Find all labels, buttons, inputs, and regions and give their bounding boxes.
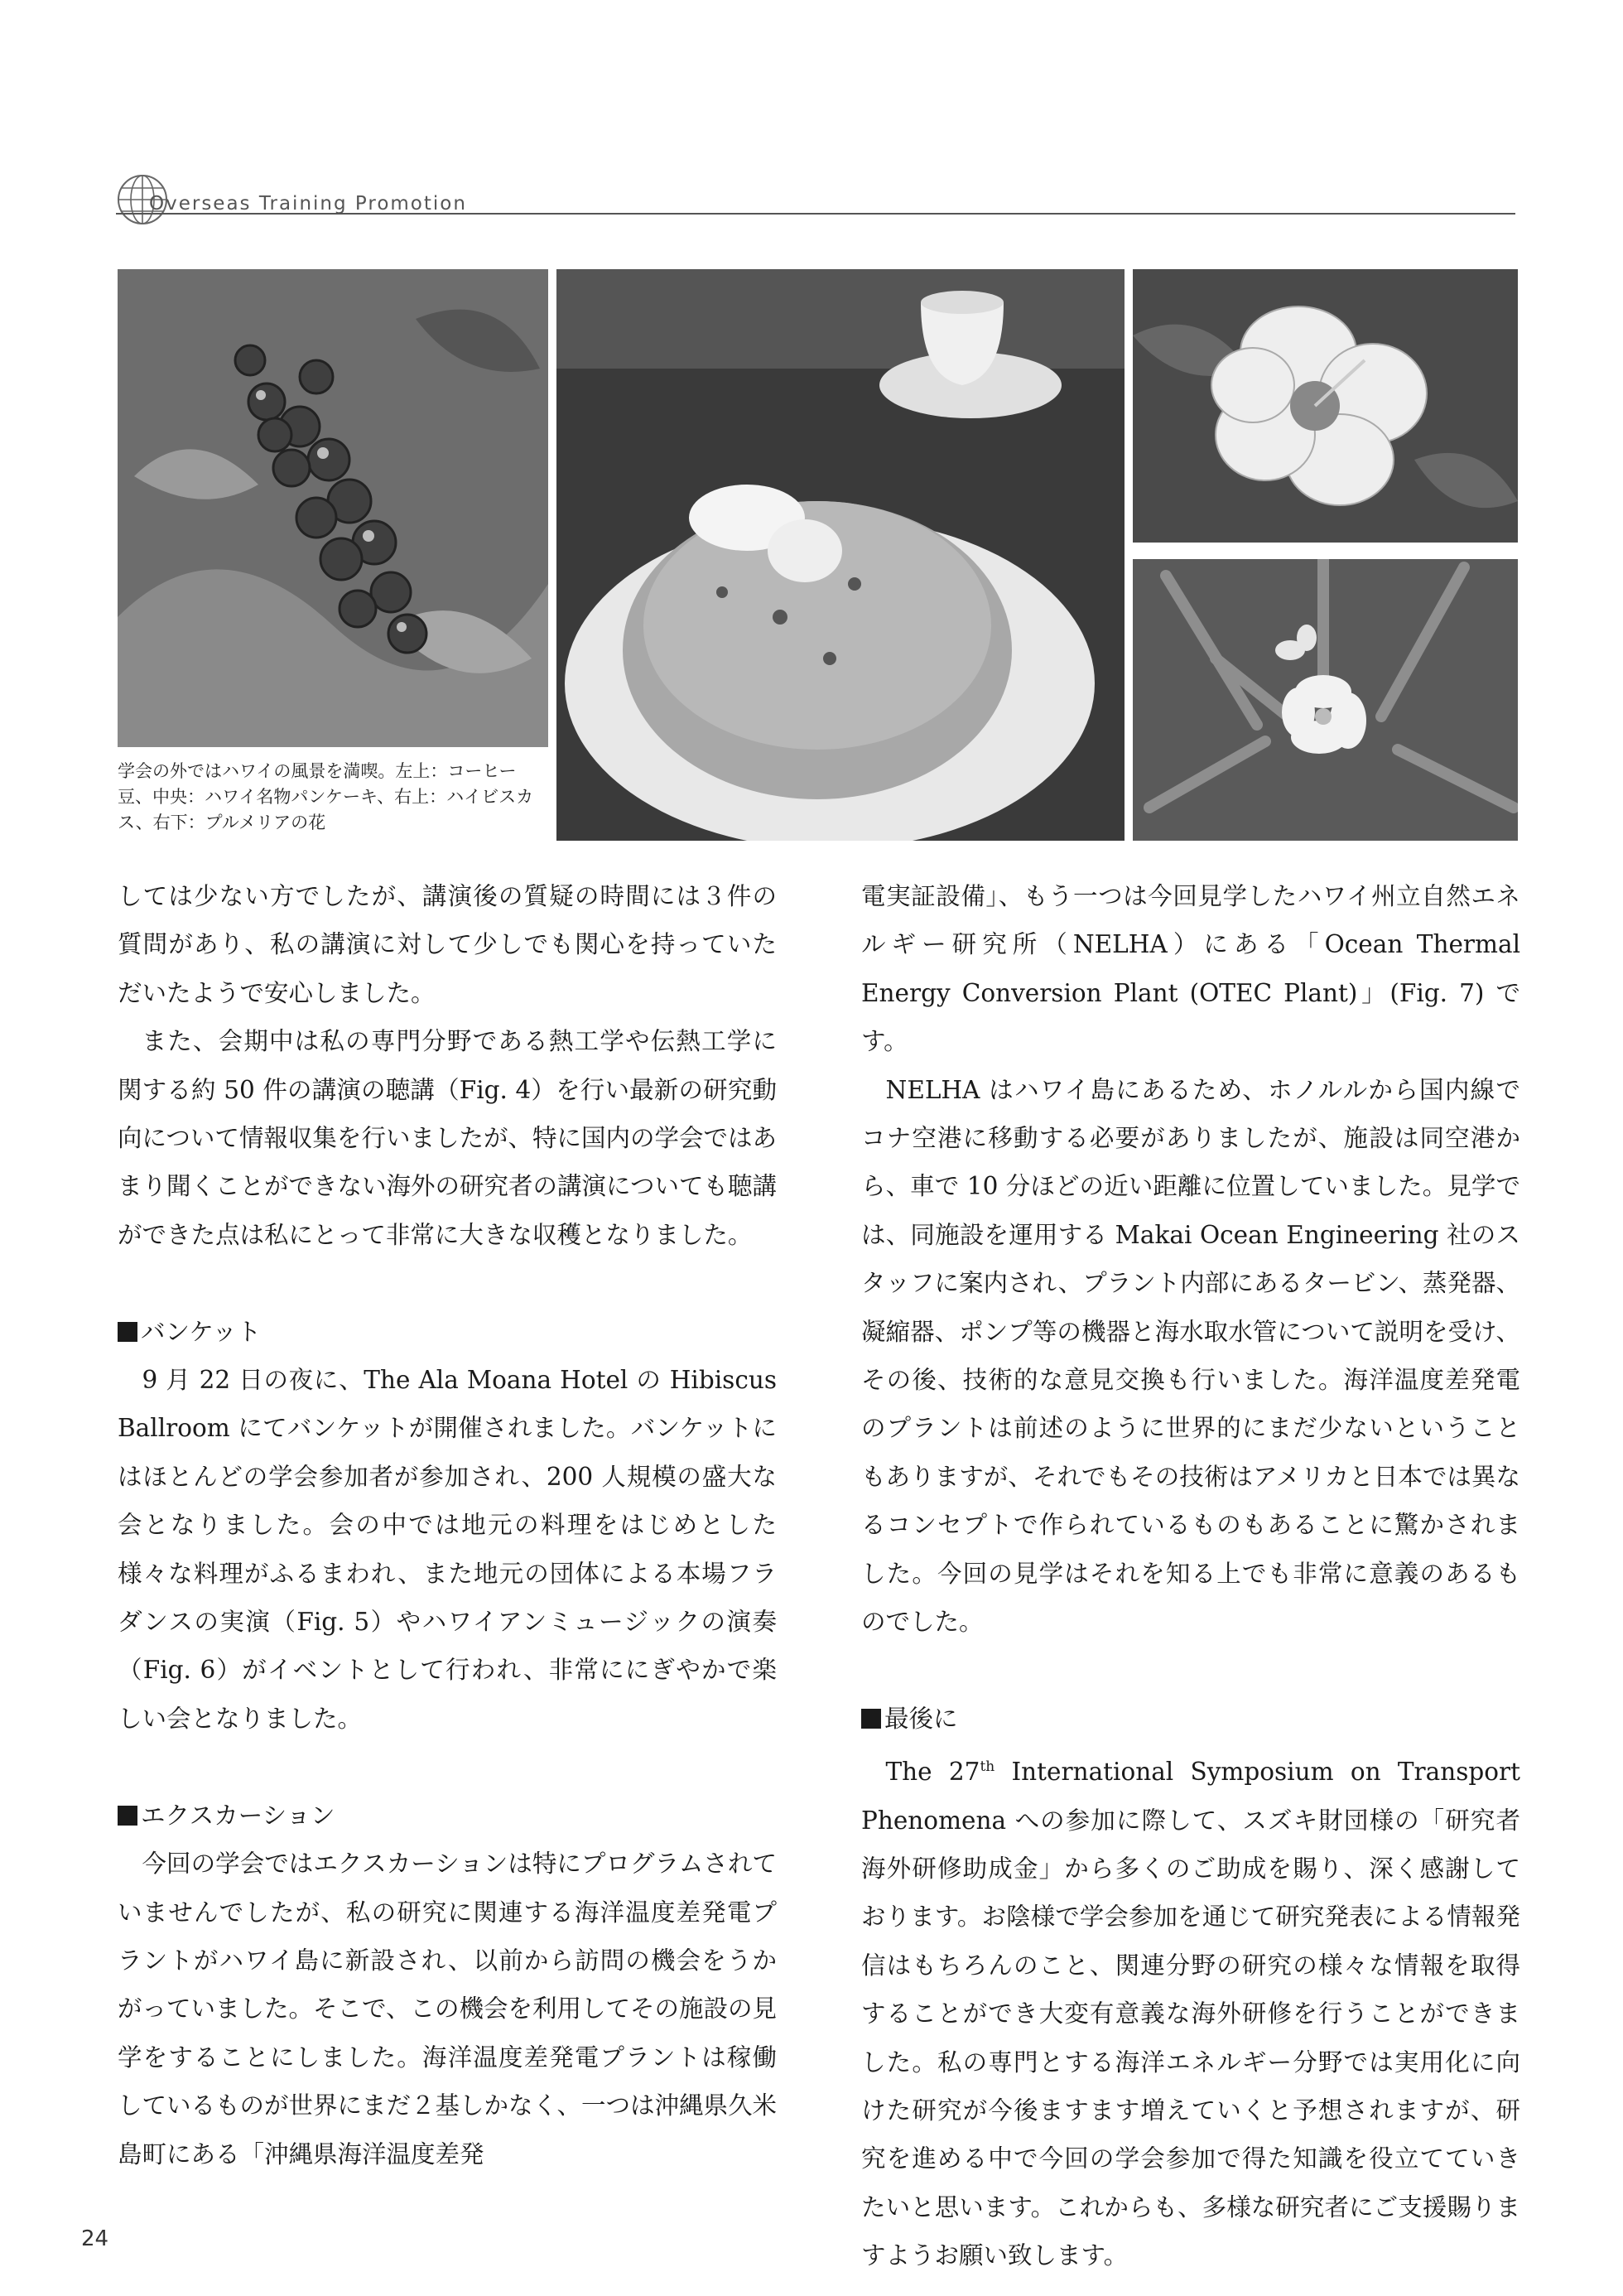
text-span: The 27	[885, 1758, 980, 1787]
photo-coffee-beans	[118, 269, 548, 747]
section-header	[116, 170, 1515, 228]
photo-hibiscus	[1133, 269, 1518, 543]
paragraph: NELHA はハワイ島にあるため、ホノルルから国内線でコナ空港に移動する必要がありましたが、施設は同空港から、車で 10 分ほどの近い距離に位置していました。見学では、同施設を運用する Makai Ocean Engineering 社のスタッフに案内され、プラント内部にあるタービン、蒸発器、凝縮器、ポンプ等の機器と海水取水管について説明を受け、その後、技術的な意見交換も行いました。海洋温度差発電のプラントは前述のように世界的にまだ少ないということもありますが、それでもその技術はアメリカと日本では異なるコンセプトで作られているものもあることに驚かされました。今回の見学はそれを知る上でも非常に意義のあるものでした。	[861, 1075, 1520, 1637]
figure-caption: 学会の外ではハワイの風景を満喫。左上：コーヒー豆、中央：ハワイ名物パンケーキ、右上：ハイビスカス、右下：プルメリアの花	[118, 761, 534, 832]
paragraph-final	[861, 1743, 1520, 2279]
paragraph: 今回の学会ではエクスカーションは特にプログラムされていませんでしたが、私の研究に関連する海洋温度差発電プラントがハワイ島に新設され、以前から訪問の機会をうかがっていました。そこで、この機会を利用してその施設の見学をすることにしました。海洋温度差発電プラントは稼働しているものが世界にまだ２基しかなく、一つは沖縄県久米島町にある「沖縄県海洋温度差発	[118, 1850, 777, 2168]
text-span: International Symposium on Transport Phenomena への参加に際して、スズキ財団様の「研究者海外研修助成金」から多くのご助成を賜り、深く感謝しております。お陰様で学会参加を通じて研究発表による情報発信はもちろんのこと、関連分野の研究の様々な情報を取得することができ大変有意義な海外研修を行うことができました。私の専門とする海洋エネルギー分野では実用化に向けた研究が今後ますます増えていくと予想されますが、研究を進める中で今回の学会参加で得た知識を役立てていきたいと思います。これからも、多様な研究者にご支援賜りますようお願い致します。	[861, 1758, 1520, 2270]
heading-banquet: バンケット	[118, 1308, 777, 1356]
paragraph: 電実証設備」、もう一つは今回見学したハワイ州立自然エネルギー研究所（NELHA）にある「Ocean Thermal Energy Conversion Plant (OTEC Plant)」(Fig. 7) です。	[861, 882, 1520, 1056]
page-number: 24	[81, 2226, 109, 2251]
heading-excursion: エクスカーション	[118, 1792, 777, 1840]
paragraph: 9 月 22 日の夜に、The Ala Moana Hotel の Hibiscus Ballroom にてバンケットが開催されました。バンケットにはほとんどの学会参加者が参加され、200 人規模の盛大な会となりました。会の中では地元の料理をはじめとした様々な料理がふるまわれ、また地元の団体による本場フラダンスの実演（Fig. 5）やハワイアンミュージックの演奏（Fig. 6）がイベントとして行われ、非常ににぎやかで楽しい会となりました。	[118, 1366, 777, 1733]
superscript: th	[980, 1758, 995, 1776]
heading-final: 最後に	[861, 1695, 1520, 1743]
photo-pancake	[556, 269, 1125, 841]
section-title: Overseas Training Promotion	[149, 193, 467, 215]
paragraph: また、会期中は私の専門分野である熱工学や伝熱工学に関する約 50 件の講演の聴講（Fig. 4）を行い最新の研究動向について情報収集を行いましたが、特に国内の学会ではあまり聞くことができない海外の研究者の講演についても聴講ができた点は私にとって非常に大きな収穫となりました。	[118, 1027, 777, 1249]
paragraph: しては少ない方でしたが、講演後の質疑の時間には３件の質問があり、私の講演に対して少しでも関心を持っていただいたようで安心しました。	[118, 882, 777, 1007]
right-column	[861, 872, 1520, 2280]
left-column	[118, 872, 777, 2178]
photo-plumeria	[1133, 559, 1518, 841]
